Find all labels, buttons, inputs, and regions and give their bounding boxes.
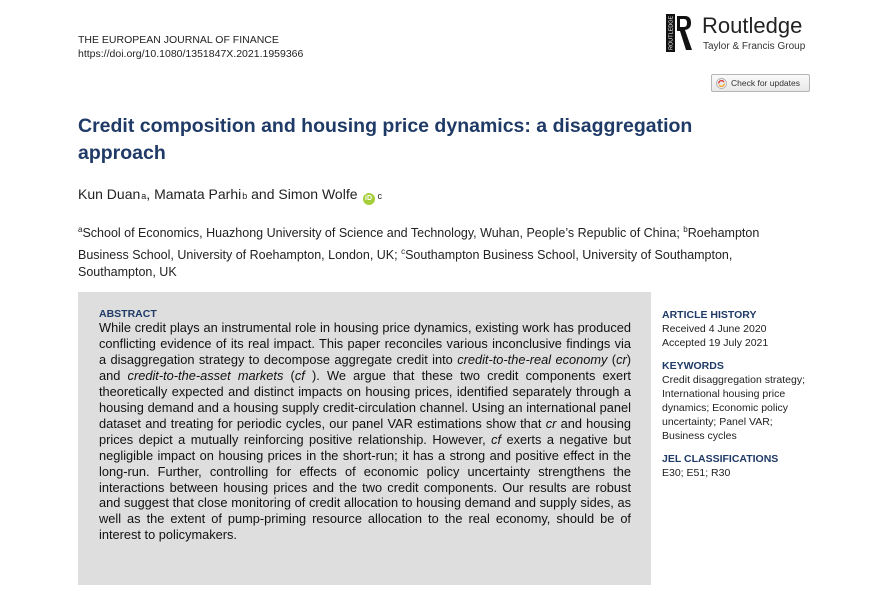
abstract-run: ( [283,367,295,383]
article-metadata [662,308,832,480]
abstract-italic: credit-to-the-real economy [457,351,608,367]
abstract-run: exerts a negative but negligible impact on housing prices in the short-run; it has a strong and positive effect in the long-run. Further, controlling for effects of economic policy uncertainty strengthens the interactions between housing prices and the two credit components. Our results are robust and suggest that close monitoring of credit allocation to housing demand and supply sides, as well as the extent of pump-priming resource allocation to the real economy, should be of interest to policymakers. [99,431,631,543]
abstract-heading: ABSTRACT [99,308,157,320]
affil-mark: b [683,225,688,234]
author-name[interactable]: Simon Wolfe [278,186,358,202]
abstract-run: ) and [99,351,631,383]
journal-header [78,33,303,61]
author-list [78,186,382,204]
abstract-italic: cr [545,415,557,431]
journal-name: THE EUROPEAN JOURNAL OF FINANCE [78,34,279,46]
affil-mark: c [401,246,406,256]
affiliations [78,221,778,282]
affil-text: Roehampton Business School, University of Roehampton, London, UK; [78,226,760,262]
abstract-italic: cf [294,367,305,383]
abstract-run: ). We argue that these two credit components exert theoretically expected and distinct impacts on housing prices, identified separately through a housing demand and a housing supply credit-circulation channel. Using an international panel dataset and treating for periodic cycles, our panel VAR estimations show that [99,367,631,431]
publisher-mark-text: ROUTLEDGE [668,15,675,50]
check-for-updates-button[interactable] [711,74,810,92]
author-affil-mark: a [141,191,147,201]
author-separator: and [247,186,279,202]
publisher-logo [666,12,826,56]
abstract-text [99,320,631,543]
author-affil-mark: c [377,191,382,201]
jel-codes: E30; E51; R30 [662,467,731,479]
abstract-italic: cr [616,351,627,367]
jel-heading: JEL CLASSIFICATIONS [662,453,779,465]
affil-mark: a [78,225,83,234]
author-affil-mark: b [242,191,248,201]
accepted-date: Accepted 19 July 2021 [662,337,769,349]
check-for-updates-label: Check for updates [731,78,800,88]
keywords-heading: KEYWORDS [662,360,724,372]
author-name[interactable]: Kun Duan [78,186,141,202]
abstract-run: While credit plays an instrumental role in housing price dynamics, existing work has produced conflicting evidence of its real impact. This paper reconciles various inconclusive findings via a disaggregation strategy to decompose aggregate credit into [99,320,631,367]
orcid-icon[interactable]: iD [363,193,375,205]
keywords-list: Credit disaggregation strategy; International housing price dynamics; Economic policy uncertainty; Panel VAR; Business cycles [662,374,805,442]
routledge-logo-icon [666,14,692,52]
abstract-run: ( [607,351,617,367]
author-name[interactable]: Mamata Parhi [154,186,242,202]
publisher-subtitle: Taylor & Francis Group [703,41,806,52]
abstract-italic: credit-to-the-asset markets [127,367,284,383]
received-date: Received 4 June 2020 [662,323,767,335]
doi-link[interactable]: https://doi.org/10.1080/1351847X.2021.1959366 [78,48,304,60]
refresh-icon [716,78,727,89]
author-separator: , [146,186,155,202]
publisher-name: Routledge [702,13,803,38]
article-history-heading: ARTICLE HISTORY [662,309,757,321]
article-title: Credit composition and housing price dynamics: a disaggregation approach [78,115,693,164]
abstract-italic: cf [491,431,502,447]
abstract-run: and housing prices depict a mutually reinforcing positive relationship. However, [99,415,631,447]
affil-text: Southampton Business School, University of Southampton, Southampton, UK [78,247,733,279]
affil-text: School of Economics, Huazhong University of Science and Technology, Wuhan, People’s Republic of China; [82,226,684,240]
